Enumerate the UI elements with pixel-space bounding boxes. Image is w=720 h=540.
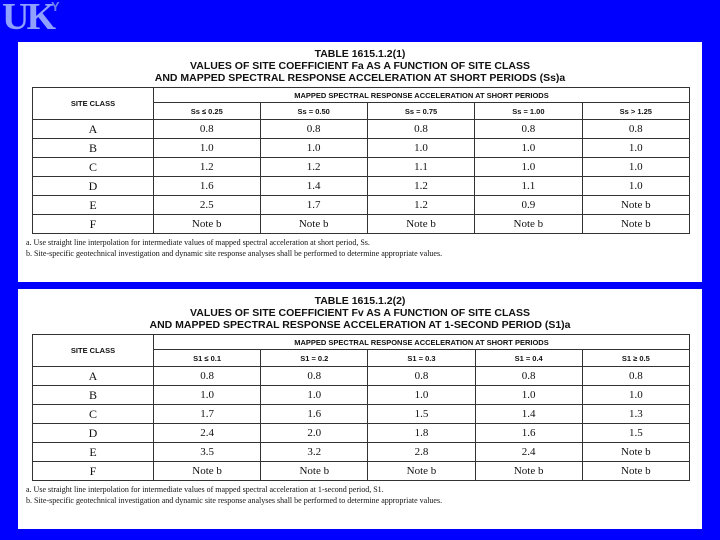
table-2	[32, 334, 690, 481]
value-cell: 0.8	[475, 120, 582, 139]
site-class-header: SITE CLASS	[33, 335, 154, 367]
column-header: Ss > 1.25	[582, 103, 689, 120]
column-header: Ss ≤ 0.25	[154, 103, 261, 120]
column-header: S1 ≤ 0.1	[154, 350, 261, 367]
table-row	[33, 120, 690, 139]
value-cell: 1.1	[367, 158, 474, 177]
value-cell: 1.0	[582, 177, 689, 196]
table-1-heading	[18, 48, 702, 84]
table-row	[33, 386, 690, 405]
table-1	[32, 87, 690, 234]
table-1-title: TABLE 1615.1.2(1)	[314, 48, 406, 60]
value-cell: 1.0	[368, 386, 475, 405]
table-row	[33, 405, 690, 424]
site-class-cell: C	[33, 405, 154, 424]
value-cell: 0.8	[367, 120, 474, 139]
value-cell: 0.9	[475, 196, 582, 215]
value-cell: Note b	[582, 443, 689, 462]
column-header: S1 = 0.4	[475, 350, 582, 367]
value-cell: Note b	[368, 462, 475, 481]
value-cell: 1.0	[475, 386, 582, 405]
value-cell: 1.6	[475, 424, 582, 443]
value-cell: 1.2	[260, 158, 367, 177]
table-row	[33, 215, 690, 234]
site-class-cell: B	[33, 386, 154, 405]
value-cell: 0.8	[260, 120, 367, 139]
value-cell: 1.8	[368, 424, 475, 443]
value-cell: 1.6	[154, 177, 261, 196]
table-row	[33, 424, 690, 443]
value-cell: Note b	[154, 215, 261, 234]
site-class-header: SITE CLASS	[33, 88, 154, 120]
logo	[2, 0, 60, 44]
column-header: Ss = 0.75	[367, 103, 474, 120]
value-cell: 1.4	[475, 405, 582, 424]
value-cell: 1.0	[475, 139, 582, 158]
value-cell: 1.7	[260, 196, 367, 215]
value-cell: Note b	[582, 196, 689, 215]
table-2-heading	[18, 295, 702, 331]
table-2-subtitle-2: AND MAPPED SPECTRAL RESPONSE ACCELERATION AT 1-SECOND PERIOD (S1)a	[149, 319, 571, 331]
table-2-notes	[26, 484, 702, 506]
value-cell: 1.2	[154, 158, 261, 177]
value-cell: 1.3	[582, 405, 689, 424]
value-cell: 1.0	[582, 386, 689, 405]
value-cell: 1.0	[582, 158, 689, 177]
value-cell: 1.0	[154, 386, 261, 405]
value-cell: 2.8	[368, 443, 475, 462]
site-class-cell: F	[33, 215, 154, 234]
value-cell: Note b	[475, 215, 582, 234]
note-a: a. Use straight line interpolation for intermediate values of mapped spectral acceleration at short period, Ss.	[26, 238, 370, 247]
value-cell: 1.2	[367, 177, 474, 196]
group-header: MAPPED SPECTRAL RESPONSE ACCELERATION AT SHORT PERIODS	[154, 88, 690, 103]
table-row	[33, 177, 690, 196]
note-b: b. Site-specific geotechnical investigation and dynamic site response analyses shall be performed to determine appropriate values.	[26, 496, 443, 505]
site-class-cell: D	[33, 424, 154, 443]
table-row	[33, 196, 690, 215]
value-cell: 0.8	[368, 367, 475, 386]
column-header: Ss = 0.50	[260, 103, 367, 120]
value-cell: 1.0	[582, 139, 689, 158]
value-cell: 2.4	[475, 443, 582, 462]
value-cell: 1.5	[368, 405, 475, 424]
value-cell: 3.5	[154, 443, 261, 462]
value-cell: Note b	[475, 462, 582, 481]
value-cell: 0.8	[582, 120, 689, 139]
table-row	[33, 139, 690, 158]
value-cell: 1.2	[367, 196, 474, 215]
site-class-cell: D	[33, 177, 154, 196]
table-panel-2	[18, 289, 702, 529]
value-cell: Note b	[582, 215, 689, 234]
value-cell: 1.0	[475, 158, 582, 177]
column-header: S1 = 0.2	[261, 350, 368, 367]
column-header: S1 = 0.3	[368, 350, 475, 367]
value-cell: 0.8	[582, 367, 689, 386]
table-panel-1	[18, 42, 702, 282]
value-cell: 1.1	[475, 177, 582, 196]
site-class-cell: A	[33, 367, 154, 386]
note-a: a. Use straight line interpolation for intermediate values of mapped spectral acceleration at 1-second period, S1.	[26, 485, 384, 494]
site-class-cell: B	[33, 139, 154, 158]
column-header: S1 ≥ 0.5	[582, 350, 689, 367]
value-cell: 2.4	[154, 424, 261, 443]
value-cell: 0.8	[154, 120, 261, 139]
logo-main: UK	[2, 0, 53, 38]
value-cell: 2.5	[154, 196, 261, 215]
value-cell: 0.8	[261, 367, 368, 386]
site-class-cell: F	[33, 462, 154, 481]
value-cell: Note b	[261, 462, 368, 481]
value-cell: Note b	[582, 462, 689, 481]
value-cell: 3.2	[261, 443, 368, 462]
logo-small: Y	[51, 0, 60, 14]
table-row	[33, 367, 690, 386]
value-cell: 1.0	[367, 139, 474, 158]
table-1-subtitle-1: VALUES OF SITE COEFFICIENT Fa AS A FUNCTION OF SITE CLASS	[190, 60, 530, 72]
value-cell: 0.8	[154, 367, 261, 386]
value-cell: Note b	[154, 462, 261, 481]
table-1-notes	[26, 237, 702, 259]
value-cell: 1.4	[260, 177, 367, 196]
value-cell: Note b	[367, 215, 474, 234]
group-header: MAPPED SPECTRAL RESPONSE ACCELERATION AT SHORT PERIODS	[154, 335, 690, 350]
table-row	[33, 443, 690, 462]
site-class-cell: A	[33, 120, 154, 139]
value-cell: 1.0	[260, 139, 367, 158]
value-cell: 1.5	[582, 424, 689, 443]
site-class-cell: C	[33, 158, 154, 177]
value-cell: 1.0	[154, 139, 261, 158]
table-row	[33, 158, 690, 177]
value-cell: 2.0	[261, 424, 368, 443]
table-2-subtitle-1: VALUES OF SITE COEFFICIENT Fv AS A FUNCTION OF SITE CLASS	[190, 307, 530, 319]
value-cell: 1.0	[261, 386, 368, 405]
column-header: Ss = 1.00	[475, 103, 582, 120]
table-1-subtitle-2: AND MAPPED SPECTRAL RESPONSE ACCELERATION AT SHORT PERIODS (Ss)a	[154, 72, 566, 84]
value-cell: 1.6	[261, 405, 368, 424]
value-cell: 1.7	[154, 405, 261, 424]
site-class-cell: E	[33, 443, 154, 462]
value-cell: Note b	[260, 215, 367, 234]
value-cell: 0.8	[475, 367, 582, 386]
table-row	[33, 462, 690, 481]
table-2-title: TABLE 1615.1.2(2)	[314, 295, 406, 307]
note-b: b. Site-specific geotechnical investigation and dynamic site response analyses shall be performed to determine appropriate values.	[26, 249, 443, 258]
site-class-cell: E	[33, 196, 154, 215]
